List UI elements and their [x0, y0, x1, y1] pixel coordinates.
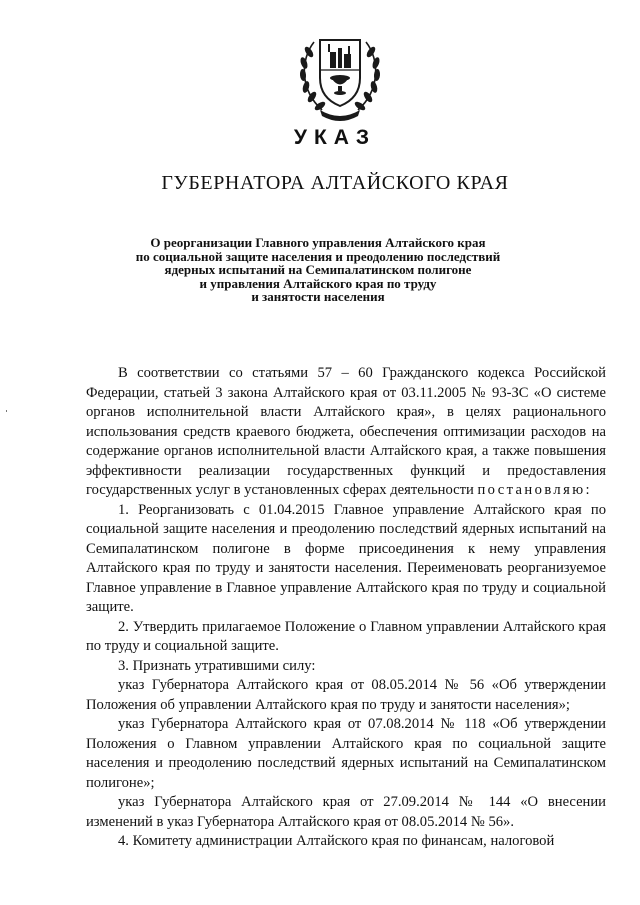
- item-paragraph: 4. Комитету администрации Алтайского края по финансам, налоговой: [118, 833, 555, 849]
- decree-subject: [96, 236, 540, 304]
- preamble-text: В соответствии со статьями 57 – 60 Гражданского кодекса Российской Федерации, статьей 3 закона Алтайского края от 03.11.2005 № 93-ЗС «О системе органов исполнительной власти Алтайского края», в целях рационального использования средств краевого бюджета, обеспечения оптимизации расходов на содержание органов исполнительной власти Алтайского края, а также повышения эффективности реализации государственных функций и предоставления государственных услуг в установленных сферах деятельности: [86, 365, 606, 498]
- decree-word: постановляю:: [477, 482, 592, 498]
- decree-body: [86, 364, 606, 852]
- subject-line: ядерных испытаний на Семипалатинском полигоне: [164, 262, 472, 277]
- preamble-paragraph: [86, 364, 606, 501]
- issuer-heading: ГУБЕРНАТОРА АЛТАЙСКОГО КРАЯ: [161, 172, 509, 194]
- item-paragraph: указ Губернатора Алтайского края от 07.08.2014 № 118 «Об утверждении Положения о Главном управлении Алтайского края по социальной защите населения и преодолению последствий ядерных испытаний на Семипалатинском полигоне»;: [86, 716, 606, 791]
- subject-line: О реорганизации Главного управления Алтайского края: [150, 235, 486, 250]
- coat-of-arms-icon: [292, 30, 388, 124]
- subject-line: и управления Алтайского края по труду: [199, 275, 437, 291]
- item-paragraph: 2. Утвердить прилагаемое Положение о Главном управлении Алтайского края по труду и социальной защите.: [86, 618, 606, 654]
- item-paragraph: указ Губернатора Алтайского края от 08.05.2014 № 56 «Об утверждении Положения об управлении Алтайского края по труду и занятости населения»;: [86, 677, 606, 713]
- subject-line: по социальной защите населения и преодолению последствий: [135, 248, 501, 264]
- item-paragraph: указ Губернатора Алтайского края от 27.09.2014 № 144 «О внесении изменений в указ Губернатора Алтайского края от 08.05.2014 № 56».: [86, 794, 606, 830]
- item-paragraph: 3. Признать утратившими силу:: [118, 657, 316, 674]
- document-type-heading: УКАЗ: [293, 126, 377, 149]
- subject-line: и занятости населения: [251, 289, 385, 304]
- scan-speck: [6, 410, 7, 412]
- item-paragraph: 1. Реорганизовать с 01.04.2015 Главное управление Алтайского края по социальной защите населения и преодолению последствий ядерных испытаний на Семипалатинском полигоне в форме присоединения к нему управления Алтайского края по труду и занятости населения. Переименовать реорганизуемое Главное управление в Главное управление Алтайского края по труду и социальной защите.: [86, 501, 606, 615]
